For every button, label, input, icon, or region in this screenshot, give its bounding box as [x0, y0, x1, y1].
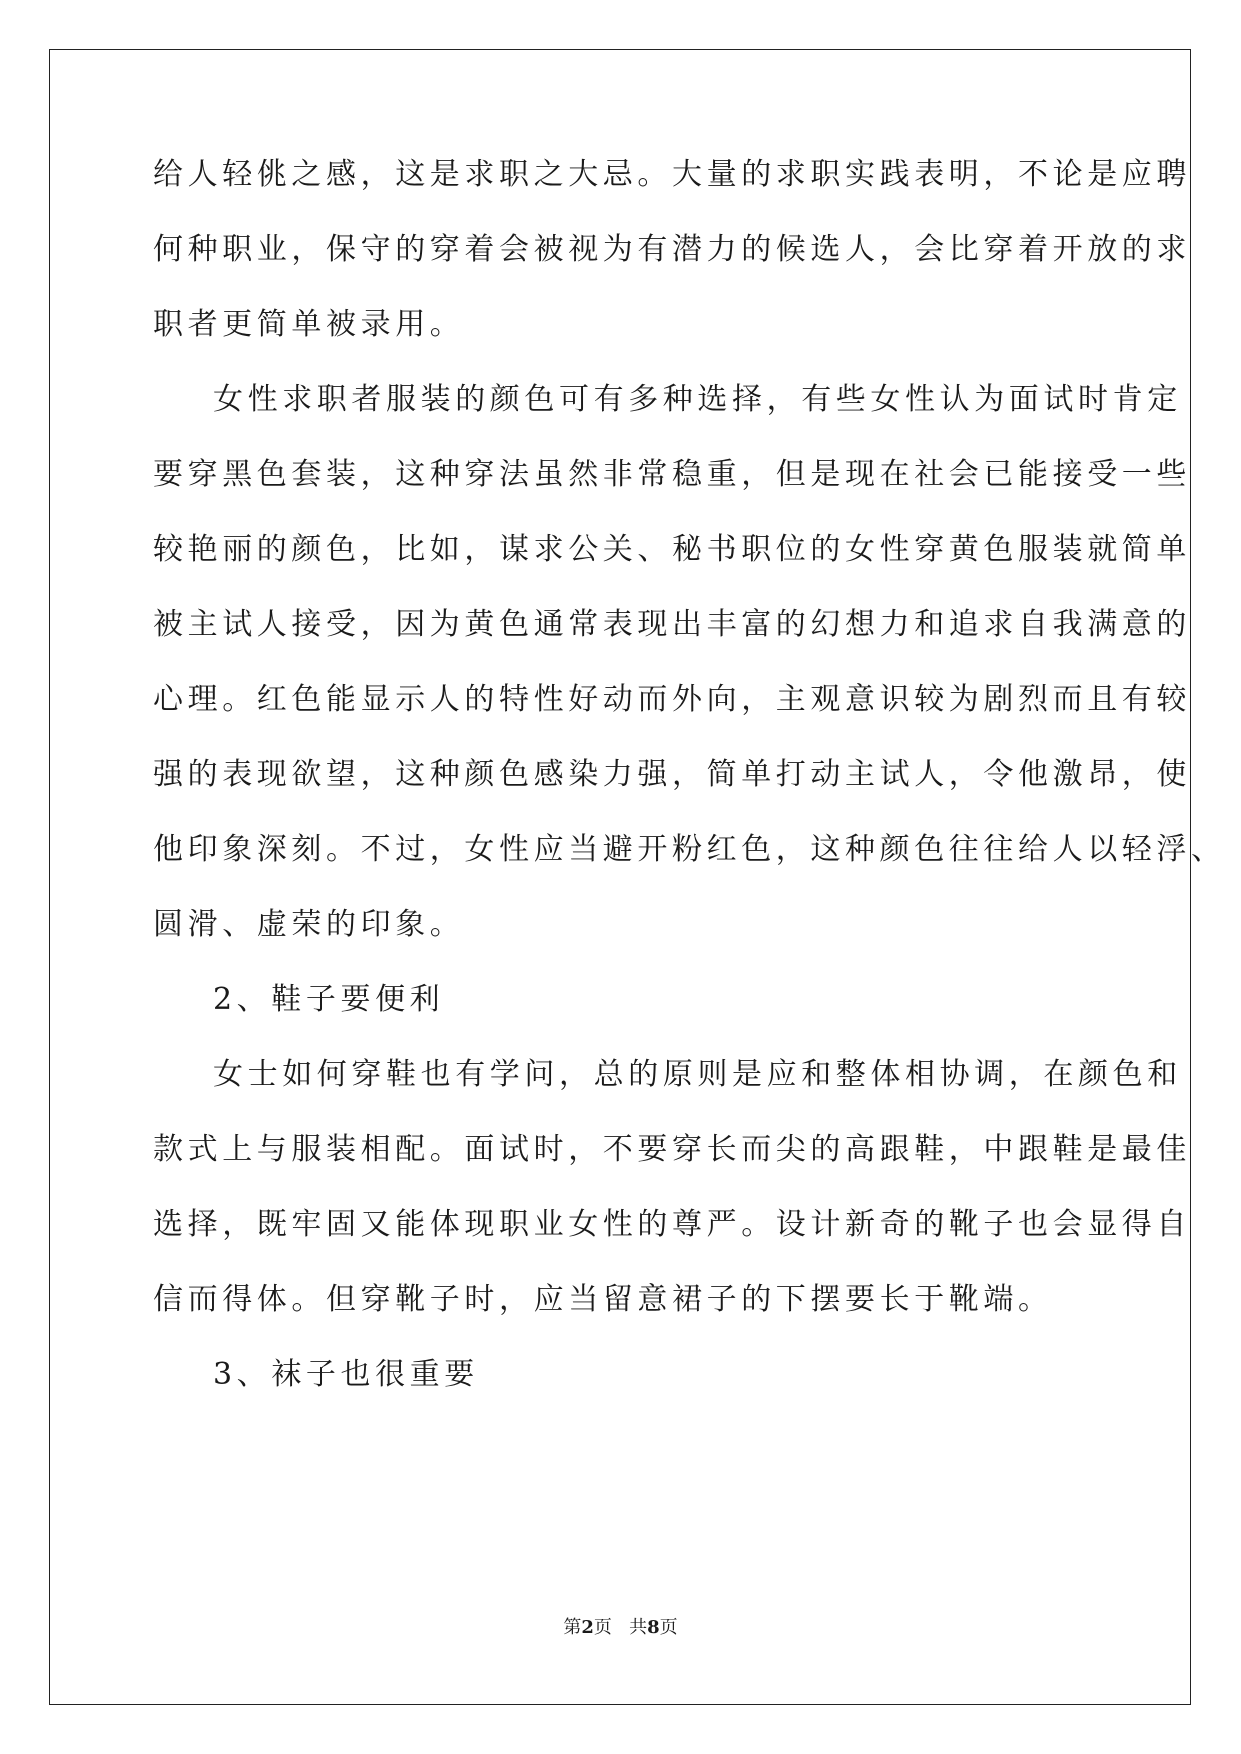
paragraph-start-line: 女士如何穿鞋也有学问，总的原则是应和整体相协调，在颜色和 — [213, 1057, 1182, 1092]
text-line: 给人轻佻之感，这是求职之大忌。大量的求职实践表明，不论是应聘 — [153, 157, 1191, 192]
page-number: 2 — [581, 1617, 594, 1638]
text-line: 较艳丽的颜色，比如，谋求公关、秘书职位的女性穿黄色服装就简单 — [153, 532, 1191, 567]
text-line: 要穿黑色套装，这种穿法虽然非常稳重，但是现在社会已能接受一些 — [153, 457, 1191, 492]
text-line: 职者更简单被录用。 — [153, 307, 465, 342]
text-line: 心理。红色能显示人的特性好动而外向，主观意识较为剧烈而且有较 — [153, 682, 1191, 717]
page-prefix: 第 — [563, 1617, 582, 1638]
text-line: 信而得体。但穿靴子时，应当留意裙子的下摆要长于靴端。 — [153, 1282, 1053, 1317]
paragraph-start-line: 女性求职者服装的颜色可有多种选择，有些女性认为面试时肯定 — [213, 382, 1182, 417]
total-pages: 8 — [647, 1617, 660, 1638]
text-line: 款式上与服装相配。面试时，不要穿长而尖的高跟鞋，中跟鞋是最佳 — [153, 1132, 1191, 1167]
text-line: 强的表现欲望，这种颜色感染力强，简单打动主试人，令他激昂，使 — [153, 757, 1191, 792]
text-line: 圆滑、虚荣的印象。 — [153, 907, 465, 942]
text-line: 何种职业，保守的穿着会被视为有潜力的候选人，会比穿着开放的求 — [153, 232, 1191, 267]
text-line: 选择，既牢固又能体现职业女性的尊严。设计新奇的靴子也会显得自 — [153, 1207, 1191, 1242]
page-border — [49, 49, 1191, 1705]
total-prefix: 共 — [629, 1617, 648, 1638]
section-heading: 3、袜子也很重要 — [213, 1357, 479, 1392]
text-line: 他印象深刻。不过，女性应当避开粉红色，这种颜色往往给人以轻浮、 — [153, 832, 1226, 867]
text-line: 被主试人接受，因为黄色通常表现出丰富的幻想力和追求自我满意的 — [153, 607, 1191, 642]
section-heading: 2、鞋子要便利 — [213, 982, 445, 1017]
page-footer — [0, 1616, 1241, 1640]
page-suffix: 页 — [593, 1617, 612, 1638]
total-suffix: 页 — [659, 1617, 678, 1638]
